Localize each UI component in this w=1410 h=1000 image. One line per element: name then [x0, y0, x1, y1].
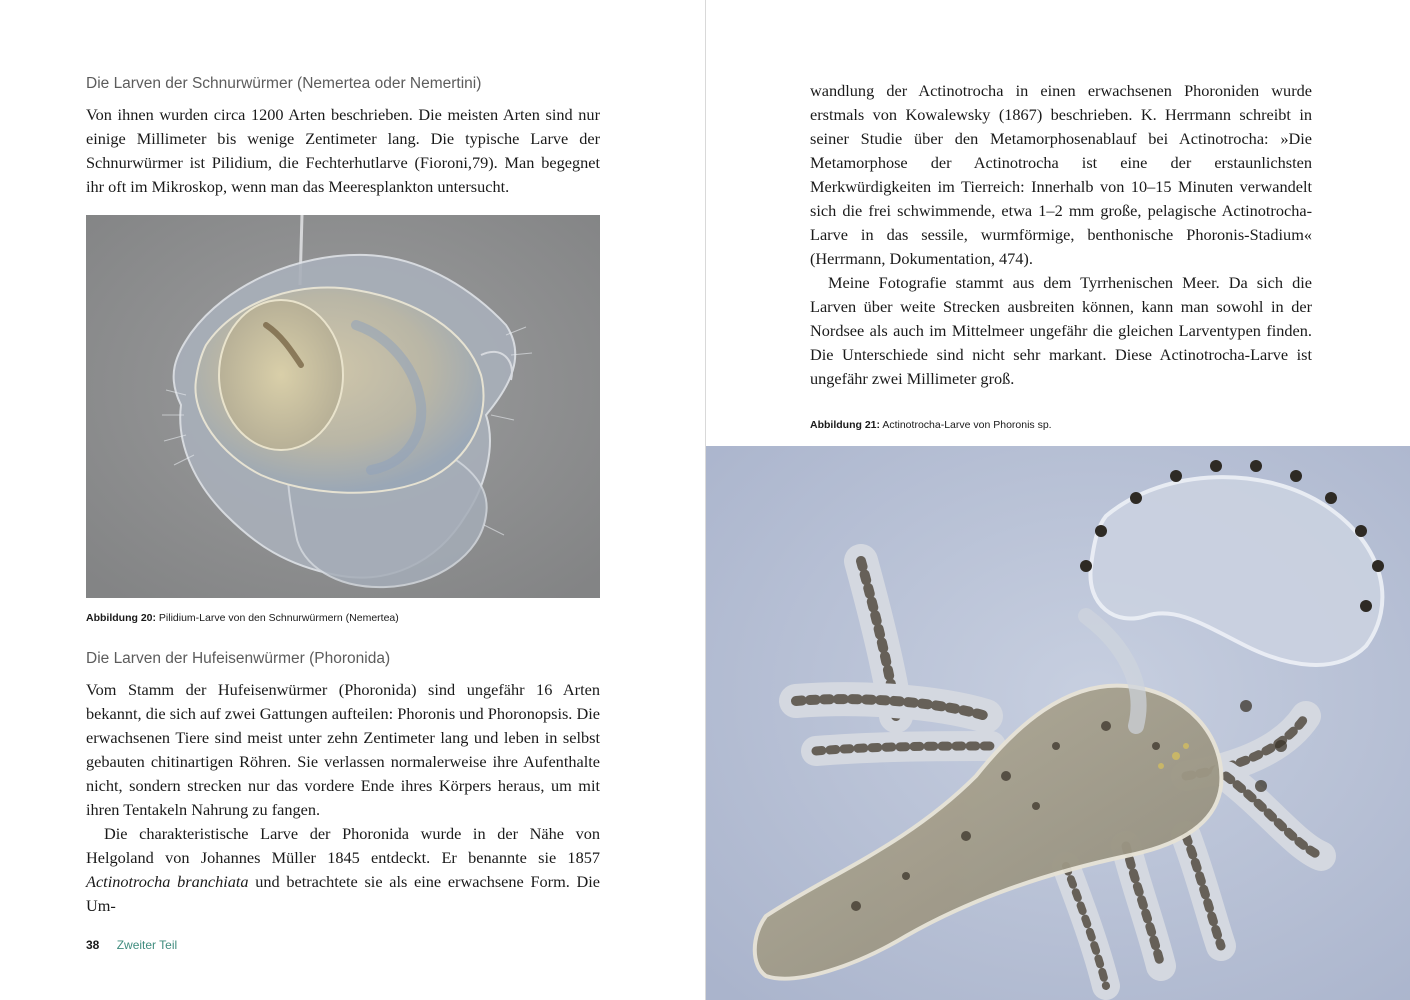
phoronida-paragraph-2: [86, 822, 600, 918]
figure-21-text: Actinotrocha-Larve von Phoronis sp.: [882, 419, 1052, 431]
page-number: 38: [86, 938, 100, 952]
nemertea-paragraph-text: Von ihnen wurden circa 1200 Arten beschrieben. Die meisten Arten sind nur einige Millimeter bis wenige Zentimeter lang. Die typische Larve der Schnurwürmer ist Pilidium, die Fechterhutlarve (Fioroni,79). Man begegnet ihr oft im Mikroskop, wenn man das Meeresplankton untersucht.: [86, 105, 600, 196]
phoronida-paragraph-1: Vom Stamm der Hufeisenwürmer (Phoronida) sind ungefähr 16 Arten bekannt, die sich auf zwei Gattungen aufteilen: Phoronis und Phoronopsis. Die erwachsenen Tiere sind meist unter zehn Zentimeter lang und leben in selbst gebauten chitinartigen Röhren. Sie verlassen normalerweise ihre Aufenthalte nicht, sondern strecken nur das vordere Ende ihres Körpers heraus, um mit ihren Tentakeln Nahrung zu fangen.: [86, 680, 600, 819]
actinotrocha-paragraph-1: wandlung der Actinotrocha in einen erwachsenen Phoroniden wurde erstmals von Kowalewsky (1867) beschrieben. K. Herrmann schreibt in seiner Studie über den Metamorphosenablauf bei Actinotrocha: »Die Metamorphose der Actinotrocha ist eine der erstaunlichsten Merkwürdigkeiten im Tierreich: Innerhalb von 10–15 Minuten verwandelt sich die frei schwimmende, etwa 1–2 mm große, pelagische Actinotrocha-Larve in das sessile, wurmförmige, benthonische Phoronis-Stadium« (Herrmann, Dokumentation, 474).: [810, 81, 1312, 268]
figure-20-text: Pilidium-Larve von den Schnurwürmern (Nemertea): [158, 612, 399, 624]
figure-21-caption: [810, 419, 1052, 431]
actinotrocha-larva-photo: [706, 446, 1410, 1000]
nemertea-paragraph: [86, 103, 600, 199]
pilidium-larva-photo: [86, 215, 600, 598]
section-heading-nemertea: Die Larven der Schnurwürmer (Nemertea oder Nemertini): [86, 75, 482, 92]
phoronida-paragraph-2-end: und betrachtete sie als eine erwachsene Form. Die Um-: [86, 872, 601, 915]
figure-21-label: Abbildung 21:: [810, 419, 880, 431]
species-name-italic: Actinotrocha branchiata: [86, 872, 249, 891]
phoronida-text: [86, 678, 600, 918]
footer-section-title: Zweiter Teil: [116, 938, 178, 952]
pilidium-larva-illustration: [86, 215, 600, 598]
actinotrocha-larva-illustration: [706, 446, 1410, 1000]
page-footer: [86, 938, 177, 952]
phoronida-paragraph-2-start: Die charakteristische Larve der Phoronida wurde in der Nähe von Helgoland von Johannes Müller 1845 entdeckt. Er benannte sie 1857: [86, 824, 600, 867]
actinotrocha-text: [810, 79, 1312, 391]
section-heading-phoronida: Die Larven der Hufeisenwürmer (Phoronida): [86, 650, 391, 667]
right-page: [706, 0, 1410, 1000]
figure-20-caption: [86, 612, 399, 624]
figure-20-label: Abbildung 20:: [86, 612, 156, 624]
actinotrocha-paragraph-2: Meine Fotografie stammt aus dem Tyrrhenischen Meer. Da sich die Larven über weite Strecken ausbreiten können, kann man sowohl in der Nordsee als auch im Mittelmeer ungefähr die gleichen Larventypen finden. Die Unterschiede sind nicht sehr markant. Diese Actinotrocha-Larve ist ungefähr zwei Millimeter groß.: [810, 273, 1312, 388]
